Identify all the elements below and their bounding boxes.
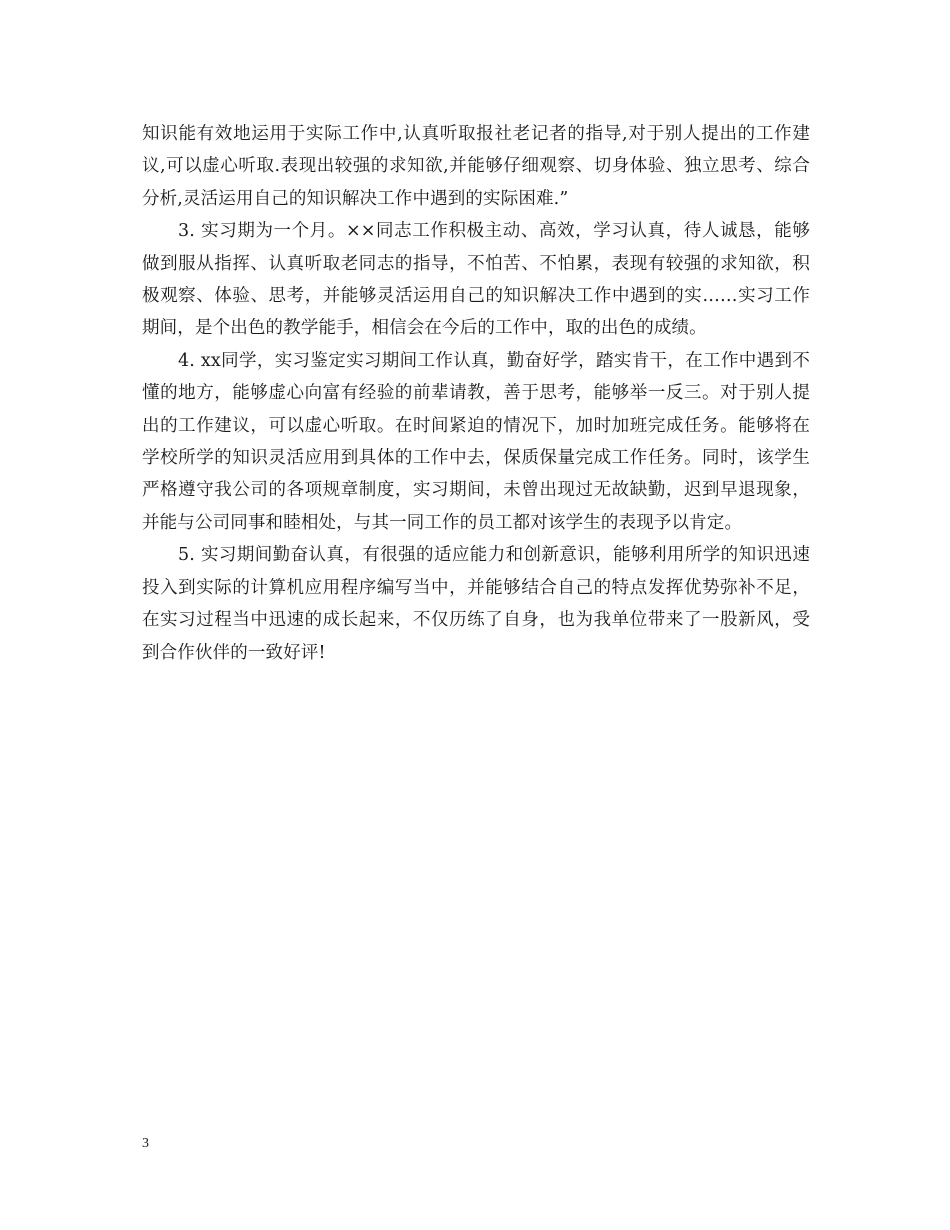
document-body	[142, 118, 810, 669]
paragraph-item-5: 5. 实习期间勤奋认真，有很强的适应能力和创新意识，能够利用所学的知识迅速投入到实际的计算机应用程序编写当中，并能够结合自己的特点发挥优势弥补不足，在实习过程当中迅速的成长起来，不仅历练了自身，也为我单位带来了一股新风，受到合作伙伴的一致好评!	[142, 545, 810, 663]
paragraph-item-4: 4. xx同学，实习鉴定实习期间工作认真，勤奋好学，踏实肯干，在工作中遇到不懂的地方，能够虚心向富有经验的前辈请教，善于思考，能够举一反三。对于别人提出的工作建议，可以虚心听取。在时间紧迫的情况下，加时加班完成任务。能够将在学校所学的知识灵活应用到具体的工作中去，保质保量完成工作任务。同时，该学生严格遵守我公司的各项规章制度，实习期间，未曾出现过无故缺勤，迟到早退现象，并能与公司同事和睦相处，与其一同工作的员工都对该学生的表现予以肯定。	[142, 350, 810, 533]
paragraph-continuation: 知识能有效地运用于实际工作中,认真听取报社老记者的指导,对于别人提出的工作建议,可以虚心听取.表现出较强的求知欲,并能够仔细观察、切身体验、独立思考、综合分析,灵活运用自己的知识解决工作中遇到的实际困难.”	[142, 124, 810, 209]
paragraph-item-3: 3. 实习期为一个月。××同志工作积极主动、高效，学习认真，待人诚恳，能够做到服从指挥、认真听取老同志的指导，不怕苦、不怕累，表现有较强的求知欲，积极观察、体验、思考，并能够灵活运用自己的知识解决工作中遇到的实……实习工作期间，是个出色的教学能手，相信会在今后的工作中，取的出色的成绩。	[142, 221, 810, 339]
page-number: 3	[142, 1136, 149, 1151]
